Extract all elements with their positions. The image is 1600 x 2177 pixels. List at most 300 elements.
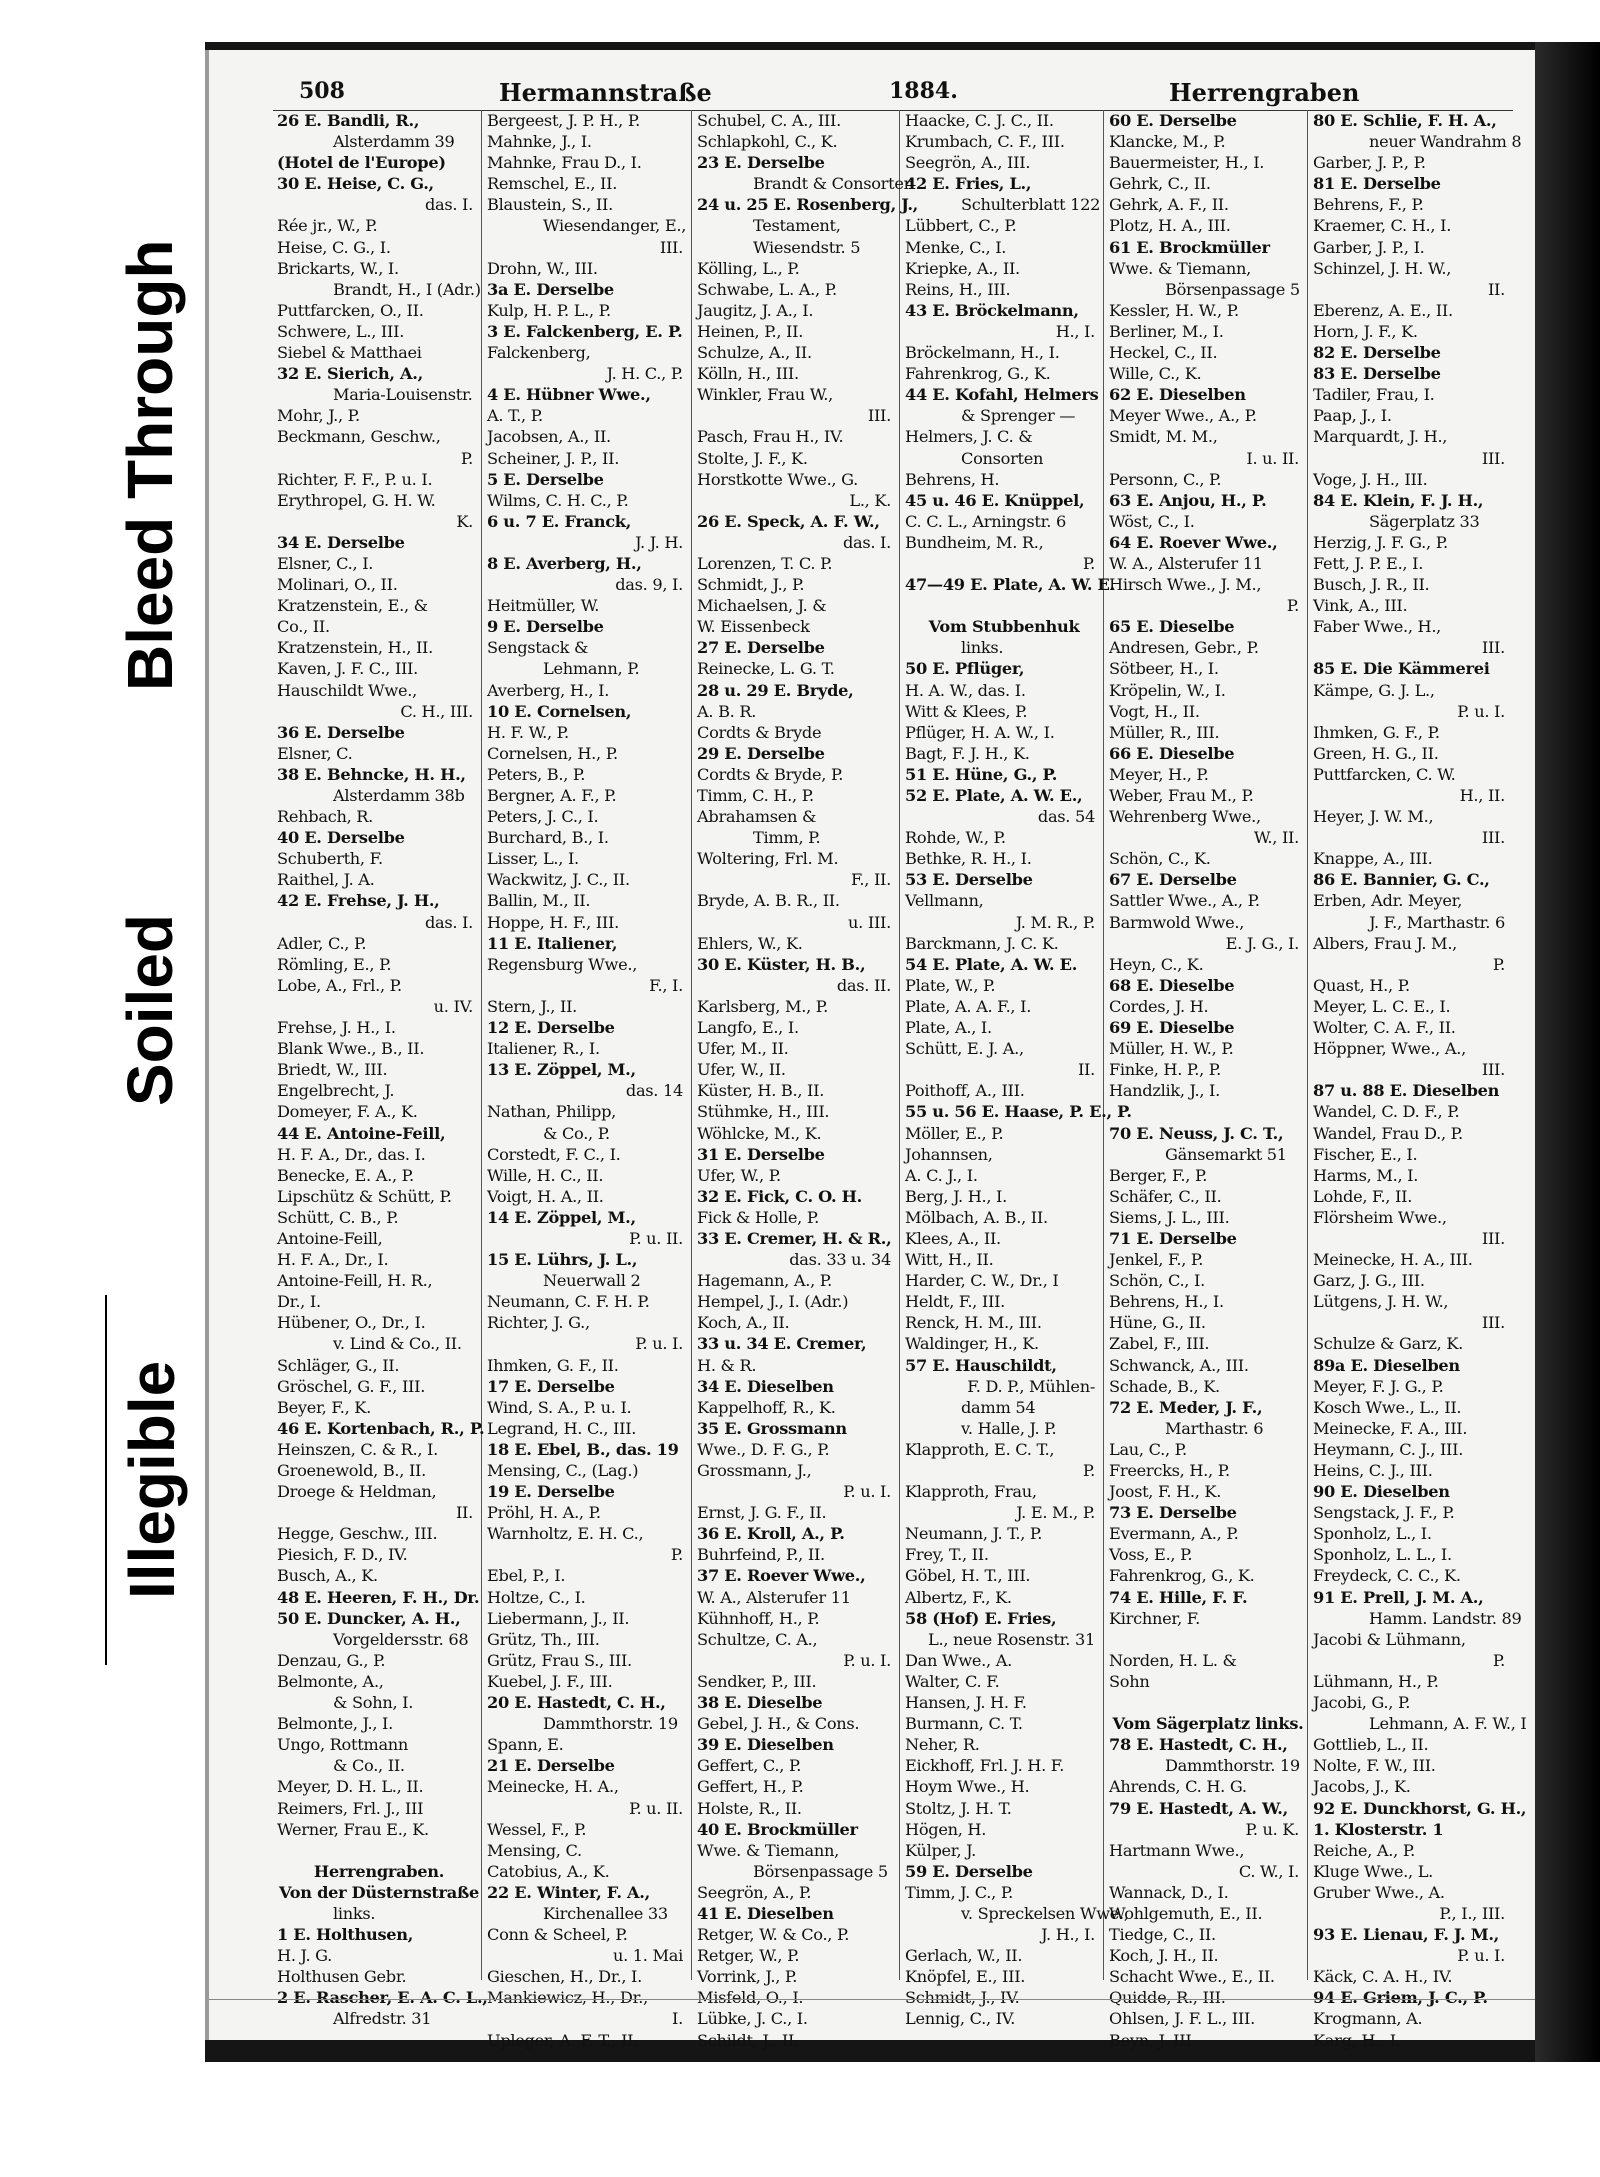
directory-entry: Hartmann Wwe.,	[1109, 1840, 1245, 1860]
directory-entry: Schwanck, A., III.	[1109, 1355, 1249, 1375]
directory-entry: Italiener, R., I.	[487, 1039, 600, 1059]
directory-entry: Neher, R.	[905, 1735, 980, 1755]
directory-entry: L., K.	[849, 490, 891, 510]
directory-entry: Koch, A., II.	[697, 1313, 790, 1333]
directory-entry: H. & R.	[697, 1355, 757, 1375]
directory-entry: Geffert, H., P.	[697, 1777, 804, 1797]
directory-entry: Sengstack &	[487, 638, 589, 658]
directory-entry: Knappe, A., III.	[1313, 849, 1433, 869]
directory-entry: Misfeld, O., I.	[697, 1988, 804, 2008]
directory-entry: Sohn	[1109, 1671, 1150, 1691]
directory-entry: Wwe. & Tiemann,	[1109, 258, 1251, 278]
directory-entry: Bergeest, J. P. H., P.	[487, 111, 640, 130]
directory-entry: 89a E. Dieselben	[1313, 1355, 1460, 1375]
directory-entry: Sägerplatz 33	[1369, 511, 1480, 531]
directory-entry: Behrens, H.	[905, 469, 1000, 489]
directory-entry: 85 E. Die Kämmerei	[1313, 659, 1490, 679]
directory-entry: Meinecke, F. A., III.	[1313, 1418, 1468, 1438]
directory-entry: Fahrenkrog, G., K.	[1109, 1566, 1255, 1586]
directory-entry: Richter, F. F., P. u. I.	[277, 469, 433, 489]
directory-entry: Handzlik, J., I.	[1109, 1081, 1220, 1101]
directory-entry: Seegrön, A., III.	[905, 153, 1031, 173]
directory-entry: damm 54	[961, 1397, 1036, 1417]
directory-entry: Conn & Scheel, P.	[487, 1925, 628, 1945]
directory-entry: Barmwold Wwe.,	[1109, 912, 1245, 932]
directory-entry: Ballin, M., II.	[487, 891, 591, 911]
directory-entry: Wilms, C. H. C., P.	[487, 490, 629, 510]
directory-entry: Haacke, C. J. C., II.	[905, 111, 1054, 130]
year: 1884.	[889, 78, 958, 104]
directory-entry: Kraemer, C. H., I.	[1313, 216, 1452, 236]
directory-entry: Gruber Wwe., A.	[1313, 1882, 1445, 1902]
directory-entry: Jaugitz, J. A., I.	[697, 300, 814, 320]
directory-entry: 39 E. Dieselben	[697, 1735, 834, 1755]
directory-entry: Stühmke, H., III.	[697, 1102, 830, 1122]
directory-entry: Fick & Holle, P.	[697, 1207, 820, 1227]
directory-entry: Kröpelin, W., I.	[1109, 680, 1226, 700]
directory-entry: Heins, C. J., III.	[1313, 1461, 1433, 1480]
directory-entry: Kämpe, G. J. L.,	[1313, 680, 1435, 700]
directory-entry: C. C. L., Arningstr. 6	[905, 511, 1066, 531]
directory-entry: 80 E. Schlie, F. H. A.,	[1313, 111, 1497, 130]
directory-entry: Vellmann,	[905, 891, 984, 911]
directory-entry: Kosch Wwe., L., II.	[1313, 1397, 1462, 1417]
directory-entry: Abrahamsen &	[697, 807, 817, 827]
directory-entry: Kulp, H. P. L., P.	[487, 300, 611, 320]
directory-entry: Lobe, A., Frl., P.	[277, 975, 402, 995]
directory-entry: Hoym Wwe., H.	[905, 1777, 1030, 1797]
directory-entry: III.	[1481, 1313, 1505, 1333]
directory-entry: Lau, C., P.	[1109, 1439, 1187, 1459]
directory-entry: Hüne, G., II.	[1109, 1313, 1206, 1333]
directory-entry: H. J. G.	[277, 1946, 333, 1966]
directory-entry: Rohde, W., P.	[905, 828, 1006, 848]
directory-entry: Ahrends, C. H. G.	[1109, 1777, 1247, 1797]
directory-entry: Bergner, A. F., P.	[487, 786, 617, 805]
directory-entry: Grütz, Th., III.	[487, 1629, 600, 1649]
directory-entry: Grütz, Frau S., III.	[487, 1650, 632, 1670]
scanned-page-area	[205, 42, 1600, 2062]
directory-entry: Külper, J.	[905, 1840, 976, 1860]
directory-entry: 58 (Hof) E. Fries,	[905, 1608, 1057, 1628]
directory-entry: Puttfarcken, C. W.	[1313, 764, 1456, 784]
directory-entry: Lisser, L., I.	[487, 849, 579, 869]
directory-entry: Wackwitz, J. C., II.	[487, 870, 630, 890]
directory-entry: Wiesendanger, E.,	[543, 216, 687, 236]
directory-entry: J. M. R., P.	[1015, 912, 1095, 932]
directory-entry: 38 E. Dieselbe	[697, 1693, 823, 1713]
directory-entry: u. IV.	[433, 996, 473, 1016]
directory-entry: 79 E. Hastedt, A. W.,	[1109, 1798, 1288, 1818]
directory-entry: Cordts & Bryde, P.	[697, 764, 844, 784]
directory-entry: Joost, F. H., K.	[1109, 1482, 1222, 1502]
directory-entry: das. I.	[842, 532, 891, 552]
directory-entry: Nathan, Philipp,	[487, 1102, 617, 1122]
directory-entry: Meyer Wwe., A., P.	[1109, 406, 1257, 426]
directory-entry: Klapproth, E. C. T.,	[905, 1439, 1055, 1459]
directory-entry: H., I.	[1055, 321, 1095, 341]
directory-entry: Alsterdamm 39	[333, 132, 455, 152]
directory-entry: Faber Wwe., H.,	[1313, 617, 1442, 637]
directory-entry: Smidt, M. M.,	[1109, 427, 1218, 447]
directory-entry: Klancke, M., P.	[1109, 132, 1226, 152]
directory-entry: 66 E. Dieselbe	[1109, 743, 1235, 763]
directory-entry: Gehrk, C., II.	[1109, 174, 1211, 194]
directory-entry: Denzau, G., P.	[277, 1650, 386, 1670]
directory-entry: K.	[456, 511, 473, 531]
directory-entry: 34 E. Dieselben	[697, 1376, 834, 1396]
directory-entry: Pflüger, H. A. W., I.	[905, 722, 1055, 742]
page-header	[209, 68, 1539, 114]
directory-entry: Dammthorstr. 19	[543, 1714, 678, 1734]
directory-entry: Renck, H. M., III.	[905, 1313, 1042, 1333]
directory-entry: v. Spreckelsen Wwe.,	[961, 1903, 1129, 1923]
directory-entry: 11 E. Italiener,	[487, 933, 618, 953]
directory-entry: Personn, C., P.	[1109, 469, 1222, 489]
directory-entry: Kratzenstein, H., II.	[277, 638, 433, 658]
directory-entry: Stoltz, J. H. T.	[905, 1798, 1012, 1818]
directory-entry: 84 E. Klein, F. J. H.,	[1313, 490, 1484, 510]
directory-entry: Blaustein, S., II.	[487, 195, 613, 215]
directory-entry: 24 u. 25 E. Rosenberg, J.,	[697, 195, 919, 215]
directory-entry: Vom Stubbenhuk	[928, 617, 1080, 637]
directory-entry: 45 u. 46 E. Knüppel,	[905, 490, 1085, 510]
directory-entry: Möller, E., P.	[905, 1123, 1004, 1143]
directory-entry: Burchard, B., I.	[487, 828, 609, 848]
directory-entry: Freercks, H., P.	[1109, 1461, 1230, 1480]
directory-entry: Vorgeldersstr. 68	[333, 1629, 469, 1649]
directory-entry: 60 E. Derselbe	[1109, 111, 1237, 130]
directory-entry: Bethke, R. H., I.	[905, 849, 1032, 869]
directory-entry: 1. Klosterstr. 1	[1313, 1819, 1444, 1839]
directory-entry: Briedt, W., III.	[277, 1060, 388, 1080]
directory-entry: 8 E. Averberg, H.,	[487, 553, 642, 573]
directory-entry: Horstkotte Wwe., G.	[697, 469, 859, 489]
bottom-rule	[209, 1999, 1539, 2000]
directory-entry	[901, 595, 1103, 616]
directory-entry: & Sohn, I.	[333, 1693, 414, 1713]
directory-entry: Voigt, H. A., II.	[487, 1186, 604, 1206]
directory-entry: Meyer, H., P.	[1109, 764, 1209, 784]
directory-entry: Remschel, E., II.	[487, 174, 618, 194]
directory-entry: Stolte, J. F., K.	[697, 448, 808, 468]
directory-entry: Meyer, F. J. G., P.	[1313, 1376, 1444, 1396]
directory-entry: E. J. G., I.	[1225, 933, 1299, 953]
directory-entry: II.	[455, 1503, 473, 1523]
directory-entry: Elsner, C., I.	[277, 553, 374, 573]
directory-entry: Cornelsen, H., P.	[487, 743, 618, 763]
directory-entry: F. D. P., Mühlen-	[967, 1376, 1095, 1396]
directory-entry: Ernst, J. G. F., II.	[697, 1503, 827, 1523]
directory-entry: Schläger, G., II.	[277, 1355, 400, 1375]
directory-entry: Timm, P.	[753, 828, 821, 848]
directory-entry: & Sprenger —	[961, 406, 1076, 426]
directory-entry: P. u. I.	[1457, 1946, 1505, 1966]
directory-entry: C. H., III.	[400, 701, 473, 721]
directory-entry: Ihmken, G. F., II.	[487, 1355, 619, 1375]
directory-entry: Kratzenstein, E., &	[277, 596, 428, 616]
directory-entry: Wöhlcke, M., K.	[697, 1123, 822, 1143]
directory-entry: Schildt, J., II.	[697, 2030, 799, 2050]
directory-entry: P.	[1082, 553, 1095, 573]
directory-entry: Johannsen,	[905, 1144, 993, 1164]
directory-entry: links.	[961, 638, 1004, 658]
directory-entry: 64 E. Roever Wwe.,	[1109, 532, 1278, 552]
directory-entry: Garz, J. G., III.	[1313, 1271, 1425, 1291]
directory-entry: Fahrenkrog, G., K.	[905, 364, 1051, 384]
directory-entry: 54 E. Plate, A. W. E.	[905, 954, 1078, 974]
directory-entry: neuer Wandrahm 8	[1369, 132, 1522, 152]
directory-entry: 42 E. Fries, L.,	[905, 174, 1032, 194]
directory-entry: Brickarts, W., I.	[277, 258, 399, 278]
directory-entry: 44 E. Antoine-Feill,	[277, 1123, 446, 1143]
directory-entry: 26 E. Speck, A. F. W.,	[697, 511, 880, 531]
directory-entry: Heinen, P., II.	[697, 321, 804, 341]
directory-entry: Wwe., D. F. G., P.	[697, 1439, 830, 1459]
directory-entry: das. 54	[1037, 807, 1095, 827]
directory-entry: Lennig, C., IV.	[905, 2009, 1016, 2029]
directory-entry: Kölln, H., III.	[697, 364, 799, 384]
directory-entry: Schön, C., I.	[1109, 1271, 1205, 1291]
directory-entry: Albers, Frau J. M.,	[1313, 933, 1458, 953]
directory-entry: Walter, C. F.	[905, 1671, 1000, 1691]
directory-entry: Lehmann, A. F. W., I	[1369, 1714, 1527, 1734]
directory-entry: Timm, J. C., P.	[905, 1882, 1013, 1902]
directory-entry: Molinari, O., II.	[277, 575, 398, 595]
directory-entry: Alfredstr. 31	[333, 2009, 432, 2029]
directory-entry: Winkler, Frau W.,	[697, 385, 833, 405]
directory-entry: 33 E. Cremer, H. & R.,	[697, 1228, 892, 1248]
directory-entry: Hegge, Geschw., III.	[277, 1524, 438, 1544]
directory-entry: Gerlach, W., II.	[905, 1946, 1023, 1966]
directory-entry: 21 E. Derselbe	[487, 1756, 615, 1776]
directory-entry	[1105, 1692, 1307, 1713]
directory-entry: 91 E. Prell, J. M. A.,	[1313, 1587, 1484, 1607]
directory-entry: 65 E. Dieselbe	[1109, 617, 1235, 637]
directory-column-1	[273, 110, 488, 2029]
directory-entry: W. Eissenbeck	[697, 617, 810, 637]
directory-entry: Grossmann, J.,	[697, 1461, 812, 1480]
directory-entry: 5 E. Derselbe	[487, 469, 604, 489]
directory-entry: Ohlsen, J. F. L., III.	[1109, 2009, 1255, 2029]
directory-entry: Jacobs, J., K.	[1313, 1777, 1411, 1797]
directory-entry: Weber, Frau M., P.	[1109, 786, 1254, 805]
directory-entry: 36 E. Kroll, A., P.	[697, 1524, 845, 1544]
directory-entry: 20 E. Hastedt, C. H.,	[487, 1693, 666, 1713]
directory-entry: Eickhoff, Frl. J. H. F.	[905, 1756, 1065, 1776]
directory-entry: Fett, J. P. E., I.	[1313, 553, 1424, 573]
directory-entry: 47—49 E. Plate, A. W. E.	[905, 575, 1115, 595]
directory-entry: Schwere, L., III.	[277, 321, 405, 341]
directory-entry: Sattler Wwe., A., P.	[1109, 891, 1260, 911]
directory-entry: u. 1. Mai	[612, 1946, 683, 1966]
directory-entry: 86 E. Bannier, G. C.,	[1313, 870, 1490, 890]
directory-entry: P.	[460, 448, 473, 468]
directory-entry: Freydeck, C. C., K.	[1313, 1566, 1461, 1586]
directory-entry: Kölling, L., P.	[697, 258, 800, 278]
directory-entry: Ufer, W., II.	[697, 1060, 786, 1080]
directory-entry: Paap, J., I.	[1313, 406, 1392, 426]
page-edge	[1535, 42, 1600, 2062]
directory-entry: 48 E. Heeren, F. H., Dr.	[277, 1587, 480, 1607]
directory-entry: Wandel, C. D. F., P.	[1313, 1102, 1460, 1122]
directory-entry: Drohn, W., III.	[487, 258, 598, 278]
directory-entry: Rehbach, R.	[277, 807, 374, 827]
directory-entry: Hirsch Wwe., J. M.,	[1109, 575, 1262, 595]
directory-entry: Adler, C., P.	[277, 933, 367, 953]
directory-entry: H. F. A., Dr., I.	[277, 1250, 389, 1270]
directory-entry: P. u. I.	[843, 1482, 891, 1502]
directory-entry: Belmonte, A.,	[277, 1671, 384, 1691]
directory-entry: Flörsheim Wwe.,	[1313, 1207, 1447, 1227]
directory-entry: 57 E. Hauschildt,	[905, 1355, 1057, 1375]
directory-entry: Co., II.	[277, 617, 330, 637]
directory-entry: v. Lind & Co., II.	[333, 1334, 462, 1354]
directory-entry: Sötbeer, H., I.	[1109, 659, 1219, 679]
directory-entry: Piesich, F. D., IV.	[277, 1545, 408, 1565]
directory-entry: P. u. K.	[1245, 1819, 1299, 1839]
directory-entry: Belmonte, J., I.	[277, 1714, 393, 1734]
directory-entry: P. u. I.	[635, 1334, 683, 1354]
directory-entry: F., I.	[649, 975, 683, 995]
directory-entry: Horn, J. F., K.	[1313, 321, 1418, 341]
directory-entry: P.	[1492, 1650, 1505, 1670]
directory-entry: Hempel, J., I. (Adr.)	[697, 1292, 849, 1312]
directory-entry: C. W., I.	[1238, 1861, 1299, 1881]
directory-entry: Wolter, C. A. F., II.	[1313, 1018, 1456, 1038]
directory-entry: das. I.	[424, 195, 473, 215]
directory-entry: Börsenpassage 5	[753, 1861, 888, 1881]
directory-entry: 90 E. Dieselben	[1313, 1482, 1450, 1502]
directory-entry: Gieschen, H., Dr., I.	[487, 1967, 642, 1987]
directory-entry: H. F. W., P.	[487, 722, 569, 742]
directory-entry: Holste, R., II.	[697, 1798, 802, 1818]
directory-entry: Richter, J. G.,	[487, 1313, 590, 1333]
directory-entry: Falckenberg,	[487, 343, 591, 363]
directory-entry: 46 E. Kortenbach, R., P.	[277, 1418, 485, 1438]
directory-entry: Andresen, Gebr., P.	[1109, 638, 1259, 658]
directory-entry: Neuerwall 2	[543, 1271, 641, 1291]
directory-entry: Benecke, E. A., P.	[277, 1165, 414, 1185]
directory-entry: Reiche, A., P.	[1313, 1840, 1415, 1860]
directory-entry: III.	[1481, 828, 1505, 848]
directory-entry: Siebel & Matthaei	[277, 343, 422, 363]
directory-entry: Lühmann, H., P.	[1313, 1671, 1439, 1691]
directory-entry: Marthastr. 6	[1165, 1418, 1264, 1438]
directory-entry: Heinszen, C. & R., I.	[277, 1439, 438, 1459]
directory-entry: 3 E. Falckenberg, E. P.	[487, 321, 683, 341]
directory-entry: Plotz, H. A., III.	[1109, 216, 1231, 236]
directory-entry: Müller, H. W., P.	[1109, 1039, 1234, 1059]
directory-entry: Gebel, J. H., & Cons.	[697, 1714, 860, 1734]
directory-entry: II.	[1487, 279, 1505, 299]
directory-entry: Busch, J. R., II.	[1313, 575, 1430, 595]
directory-entry: Bauermeister, H., I.	[1109, 153, 1265, 173]
directory-entry: Lütgens, J. H. W.,	[1313, 1292, 1449, 1312]
directory-entry: 63 E. Anjou, H., P.	[1109, 490, 1267, 510]
directory-page	[205, 50, 1539, 2050]
directory-entry: 59 E. Derselbe	[905, 1861, 1033, 1881]
directory-entry: Erben, Adr. Meyer,	[1313, 891, 1463, 911]
directory-entry: Corstedt, F. C., I.	[487, 1144, 621, 1164]
directory-entry: 74 E. Hille, F. F.	[1109, 1587, 1248, 1607]
directory-entry: Droege & Heldman,	[277, 1482, 437, 1502]
directory-entry: Upleger, A. F. T., II.	[487, 2030, 639, 2050]
directory-entry: das. 33 u. 34	[789, 1250, 891, 1270]
directory-entry: Tadiler, Frau, I.	[1313, 385, 1435, 405]
directory-entry: 2 E. Rascher, E. A. C. L.,	[277, 1988, 488, 2008]
directory-entry: das. 9, I.	[615, 575, 683, 595]
directory-entry: Neumann, C. F. H. P.	[487, 1292, 650, 1312]
directory-entry: Kappelhoff, R., K.	[697, 1397, 836, 1417]
directory-entry: 32 E. Sierich, A.,	[277, 364, 423, 384]
directory-entry: Herrengraben.	[313, 1861, 445, 1881]
directory-entry: Retger, W., P.	[697, 1946, 800, 1966]
directory-entry: 34 E. Derselbe	[277, 532, 405, 552]
directory-entry: Brandt, H., I (Adr.)	[333, 279, 481, 299]
directory-entry: Bröckelmann, H., I.	[905, 343, 1060, 363]
directory-entry: Heymann, C. J., III.	[1313, 1439, 1464, 1459]
directory-entry: P. u. II.	[629, 1798, 683, 1818]
directory-entry: Werner, Frau E., K.	[277, 1819, 429, 1839]
directory-entry: 69 E. Dieselbe	[1109, 1018, 1235, 1038]
directory-entry: 13 E. Zöppel, M.,	[487, 1060, 636, 1080]
directory-entry: Vorrink, J., P.	[697, 1967, 798, 1987]
directory-entry: Berger, F., P.	[1109, 1165, 1208, 1185]
directory-entry: A. C. J., I.	[905, 1165, 978, 1185]
directory-entry: Raithel, J. A.	[277, 870, 375, 890]
directory-entry: 51 E. Hüne, G., P.	[905, 764, 1058, 784]
directory-entry: Schultze, C. A.,	[697, 1629, 818, 1649]
directory-entry: & Co., II.	[333, 1756, 405, 1776]
directory-entry: Berliner, M., I.	[1109, 321, 1224, 341]
directory-entry: 31 E. Derselbe	[697, 1144, 825, 1164]
directory-entry: 41 E. Dieselben	[697, 1903, 834, 1923]
directory-entry: Woltering, Frl. M.	[697, 849, 839, 869]
page-number: 508	[299, 78, 345, 104]
directory-entry: Göbel, H. T., III.	[905, 1566, 1031, 1586]
directory-entry: 72 E. Meder, J. F.,	[1109, 1397, 1263, 1417]
directory-entry: Lorenzen, T. C. P.	[697, 553, 833, 573]
directory-entry: J. F., Marthastr. 6	[1369, 912, 1505, 932]
directory-entry: Brandt & Consorten	[753, 174, 914, 194]
directory-entry: Busch, A., K.	[277, 1566, 378, 1586]
directory-entry: P., I., III.	[1439, 1903, 1505, 1923]
directory-entry: Von der Düsternstraße	[279, 1882, 479, 1902]
directory-entry: Schulze, A., II.	[697, 343, 812, 363]
directory-entry: 70 E. Neuss, J. C. T.,	[1109, 1123, 1284, 1143]
directory-entry: 4 E. Hübner Wwe.,	[487, 385, 651, 405]
directory-entry: 40 E. Brockmüller	[697, 1819, 858, 1839]
directory-entry: Gänsemarkt 51	[1165, 1144, 1287, 1164]
directory-entry: W. A., Alsterufer 11	[697, 1587, 851, 1607]
directory-entry: Vom Sägerplatz links.	[1112, 1714, 1304, 1734]
directory-entry: Schuberth, F.	[277, 849, 383, 869]
directory-entry: Cordes, J. H.	[1109, 996, 1209, 1016]
directory-entry: Schulterblatt 122	[961, 195, 1101, 215]
directory-entry: Meyer, L. C. E., I.	[1313, 996, 1451, 1016]
directory-entry: Alsterdamm 38b	[333, 786, 465, 805]
directory-entry: Neumann, J. T., P.	[905, 1524, 1043, 1544]
directory-entry: Meinecke, H. A.,	[487, 1777, 619, 1797]
directory-entry: 10 E. Cornelsen,	[487, 701, 632, 721]
directory-entry: 40 E. Derselbe	[277, 828, 405, 848]
label-bleed-through: Bleed Through	[114, 239, 186, 691]
directory-entry	[1105, 1101, 1307, 1122]
street-title-left: Hermannstraße	[499, 78, 712, 107]
directory-entry: Schmidt, J., IV.	[905, 1988, 1020, 2008]
side-labels	[105, 210, 195, 1650]
